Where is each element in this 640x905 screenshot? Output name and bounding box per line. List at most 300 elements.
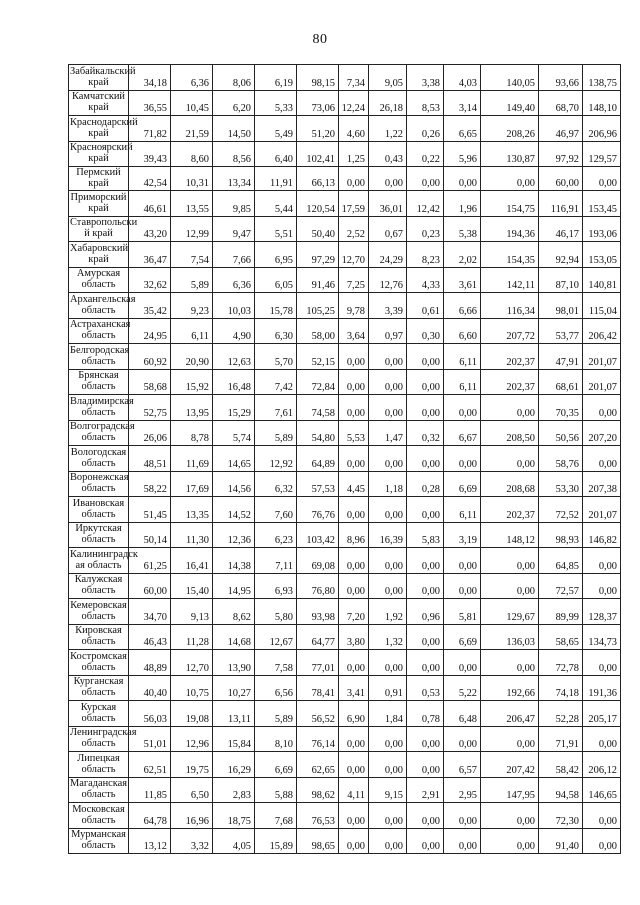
value-cell: 15,78 bbox=[255, 293, 297, 319]
value-cell: 66,13 bbox=[297, 167, 339, 191]
value-cell: 207,20 bbox=[583, 420, 621, 446]
region-name-cell: Астраханская область bbox=[69, 318, 129, 344]
value-cell: 50,14 bbox=[129, 522, 171, 548]
value-cell: 68,61 bbox=[539, 369, 583, 395]
value-cell: 3,80 bbox=[339, 624, 369, 650]
value-cell: 13,35 bbox=[171, 497, 213, 523]
value-cell: 0,00 bbox=[444, 573, 481, 599]
region-name-cell: Пермский край bbox=[69, 167, 129, 191]
value-cell: 19,75 bbox=[171, 752, 213, 778]
table-row bbox=[69, 624, 621, 650]
value-cell: 57,53 bbox=[297, 471, 339, 497]
value-cell: 0,00 bbox=[481, 828, 539, 854]
table-row bbox=[69, 701, 621, 727]
value-cell: 51,20 bbox=[297, 116, 339, 142]
value-cell: 93,66 bbox=[539, 65, 583, 91]
value-cell: 201,07 bbox=[583, 344, 621, 370]
value-cell: 3,38 bbox=[407, 65, 444, 91]
value-cell: 0,00 bbox=[444, 395, 481, 421]
value-cell: 64,89 bbox=[297, 446, 339, 472]
value-cell: 0,00 bbox=[481, 803, 539, 829]
value-cell: 94,58 bbox=[539, 777, 583, 803]
value-cell: 14,50 bbox=[213, 116, 255, 142]
value-cell: 9,13 bbox=[171, 599, 213, 625]
value-cell: 10,75 bbox=[171, 675, 213, 701]
value-cell: 78,41 bbox=[297, 675, 339, 701]
value-cell: 3,64 bbox=[339, 318, 369, 344]
value-cell: 8,23 bbox=[407, 242, 444, 268]
region-name-cell: Иркутская область bbox=[69, 522, 129, 548]
value-cell: 116,91 bbox=[539, 191, 583, 217]
value-cell: 7,20 bbox=[339, 599, 369, 625]
value-cell: 7,54 bbox=[171, 242, 213, 268]
value-cell: 7,66 bbox=[213, 242, 255, 268]
value-cell: 6,11 bbox=[444, 497, 481, 523]
value-cell: 0,00 bbox=[407, 726, 444, 752]
value-cell: 0,00 bbox=[583, 650, 621, 676]
value-cell: 0,00 bbox=[369, 573, 407, 599]
value-cell: 0,00 bbox=[444, 650, 481, 676]
value-cell: 0,00 bbox=[481, 726, 539, 752]
table-row bbox=[69, 65, 621, 91]
value-cell: 36,55 bbox=[129, 90, 171, 116]
value-cell: 70,35 bbox=[539, 395, 583, 421]
value-cell: 8,78 bbox=[171, 420, 213, 446]
value-cell: 9,85 bbox=[213, 191, 255, 217]
value-cell: 97,92 bbox=[539, 141, 583, 167]
value-cell: 3,39 bbox=[369, 293, 407, 319]
value-cell: 0,00 bbox=[339, 497, 369, 523]
value-cell: 89,99 bbox=[539, 599, 583, 625]
region-name-cell: Владимирская область bbox=[69, 395, 129, 421]
value-cell: 0,00 bbox=[481, 446, 539, 472]
region-name-cell: Белгородская область bbox=[69, 344, 129, 370]
value-cell: 6,20 bbox=[213, 90, 255, 116]
value-cell: 11,28 bbox=[171, 624, 213, 650]
value-cell: 42,54 bbox=[129, 167, 171, 191]
region-name-cell: Приморский край bbox=[69, 191, 129, 217]
value-cell: 0,00 bbox=[369, 497, 407, 523]
table-row bbox=[69, 420, 621, 446]
region-name-cell: Калужская область bbox=[69, 573, 129, 599]
region-name-cell: Архангельская область bbox=[69, 293, 129, 319]
value-cell: 15,92 bbox=[171, 369, 213, 395]
region-name-cell: Кировская область bbox=[69, 624, 129, 650]
value-cell: 11,69 bbox=[171, 446, 213, 472]
value-cell: 0,00 bbox=[583, 803, 621, 829]
value-cell: 6,40 bbox=[255, 141, 297, 167]
value-cell: 140,81 bbox=[583, 267, 621, 293]
value-cell: 6,67 bbox=[444, 420, 481, 446]
value-cell: 148,10 bbox=[583, 90, 621, 116]
value-cell: 0,00 bbox=[407, 344, 444, 370]
value-cell: 0,00 bbox=[339, 828, 369, 854]
value-cell: 8,06 bbox=[213, 65, 255, 91]
value-cell: 0,23 bbox=[407, 216, 444, 242]
table-row bbox=[69, 395, 621, 421]
value-cell: 154,35 bbox=[481, 242, 539, 268]
value-cell: 202,37 bbox=[481, 497, 539, 523]
value-cell: 48,51 bbox=[129, 446, 171, 472]
table-row bbox=[69, 497, 621, 523]
value-cell: 115,04 bbox=[583, 293, 621, 319]
region-name-cell: Воронежская область bbox=[69, 471, 129, 497]
value-cell: 18,75 bbox=[213, 803, 255, 829]
value-cell: 24,29 bbox=[369, 242, 407, 268]
value-cell: 0,00 bbox=[369, 650, 407, 676]
value-cell: 17,59 bbox=[339, 191, 369, 217]
value-cell: 0,00 bbox=[407, 167, 444, 191]
region-name-cell: Камчатский край bbox=[69, 90, 129, 116]
value-cell: 0,32 bbox=[407, 420, 444, 446]
value-cell: 20,90 bbox=[171, 344, 213, 370]
value-cell: 6,66 bbox=[444, 293, 481, 319]
value-cell: 0,26 bbox=[407, 116, 444, 142]
region-name-cell: Волгоградская область bbox=[69, 420, 129, 446]
value-cell: 71,82 bbox=[129, 116, 171, 142]
value-cell: 98,15 bbox=[297, 65, 339, 91]
value-cell: 206,96 bbox=[583, 116, 621, 142]
value-cell: 205,17 bbox=[583, 701, 621, 727]
value-cell: 4,90 bbox=[213, 318, 255, 344]
region-name-cell: Красноярский край bbox=[69, 141, 129, 167]
value-cell: 9,78 bbox=[339, 293, 369, 319]
value-cell: 146,65 bbox=[583, 777, 621, 803]
value-cell: 12,42 bbox=[407, 191, 444, 217]
value-cell: 51,45 bbox=[129, 497, 171, 523]
value-cell: 97,29 bbox=[297, 242, 339, 268]
value-cell: 0,00 bbox=[407, 446, 444, 472]
value-cell: 6,60 bbox=[444, 318, 481, 344]
value-cell: 15,29 bbox=[213, 395, 255, 421]
value-cell: 191,36 bbox=[583, 675, 621, 701]
value-cell: 0,00 bbox=[583, 726, 621, 752]
value-cell: 0,00 bbox=[369, 446, 407, 472]
value-cell: 5,49 bbox=[255, 116, 297, 142]
value-cell: 13,12 bbox=[129, 828, 171, 854]
region-name-cell: Курская область bbox=[69, 701, 129, 727]
value-cell: 3,61 bbox=[444, 267, 481, 293]
value-cell: 0,00 bbox=[369, 803, 407, 829]
value-cell: 8,10 bbox=[255, 726, 297, 752]
value-cell: 6,69 bbox=[444, 624, 481, 650]
value-cell: 154,75 bbox=[481, 191, 539, 217]
value-cell: 1,84 bbox=[369, 701, 407, 727]
value-cell: 206,47 bbox=[481, 701, 539, 727]
table-row bbox=[69, 167, 621, 191]
value-cell: 0,00 bbox=[407, 624, 444, 650]
value-cell: 6,05 bbox=[255, 267, 297, 293]
region-name-cell: Амурская область bbox=[69, 267, 129, 293]
value-cell: 7,25 bbox=[339, 267, 369, 293]
table-row bbox=[69, 573, 621, 599]
value-cell: 13,34 bbox=[213, 167, 255, 191]
table-row bbox=[69, 650, 621, 676]
value-cell: 0,00 bbox=[481, 650, 539, 676]
value-cell: 3,14 bbox=[444, 90, 481, 116]
value-cell: 193,06 bbox=[583, 216, 621, 242]
table-row bbox=[69, 141, 621, 167]
value-cell: 91,46 bbox=[297, 267, 339, 293]
table-row bbox=[69, 522, 621, 548]
table-row bbox=[69, 471, 621, 497]
value-cell: 16,41 bbox=[171, 548, 213, 574]
region-name-cell: Хабаровский край bbox=[69, 242, 129, 268]
value-cell: 201,07 bbox=[583, 369, 621, 395]
value-cell: 98,01 bbox=[539, 293, 583, 319]
value-cell: 14,65 bbox=[213, 446, 255, 472]
value-cell: 72,52 bbox=[539, 497, 583, 523]
table-row bbox=[69, 293, 621, 319]
value-cell: 13,55 bbox=[171, 191, 213, 217]
table-row bbox=[69, 344, 621, 370]
value-cell: 7,58 bbox=[255, 650, 297, 676]
value-cell: 48,89 bbox=[129, 650, 171, 676]
value-cell: 7,68 bbox=[255, 803, 297, 829]
value-cell: 0,00 bbox=[339, 446, 369, 472]
value-cell: 53,77 bbox=[539, 318, 583, 344]
value-cell: 3,32 bbox=[171, 828, 213, 854]
value-cell: 58,22 bbox=[129, 471, 171, 497]
value-cell: 60,00 bbox=[129, 573, 171, 599]
value-cell: 1,32 bbox=[369, 624, 407, 650]
value-cell: 24,95 bbox=[129, 318, 171, 344]
value-cell: 72,30 bbox=[539, 803, 583, 829]
value-cell: 10,45 bbox=[171, 90, 213, 116]
value-cell: 5,70 bbox=[255, 344, 297, 370]
value-cell: 0,53 bbox=[407, 675, 444, 701]
value-cell: 9,05 bbox=[369, 65, 407, 91]
value-cell: 74,18 bbox=[539, 675, 583, 701]
value-cell: 201,07 bbox=[583, 497, 621, 523]
value-cell: 12,70 bbox=[171, 650, 213, 676]
value-cell: 56,03 bbox=[129, 701, 171, 727]
region-name-cell: Вологодская область bbox=[69, 446, 129, 472]
value-cell: 58,65 bbox=[539, 624, 583, 650]
table-row bbox=[69, 318, 621, 344]
value-cell: 207,42 bbox=[481, 752, 539, 778]
value-cell: 6,32 bbox=[255, 471, 297, 497]
value-cell: 2,83 bbox=[213, 777, 255, 803]
value-cell: 6,36 bbox=[213, 267, 255, 293]
value-cell: 5,89 bbox=[171, 267, 213, 293]
value-cell: 10,03 bbox=[213, 293, 255, 319]
value-cell: 5,53 bbox=[339, 420, 369, 446]
value-cell: 12,24 bbox=[339, 90, 369, 116]
value-cell: 0,00 bbox=[369, 548, 407, 574]
value-cell: 130,87 bbox=[481, 141, 539, 167]
value-cell: 58,68 bbox=[129, 369, 171, 395]
value-cell: 77,01 bbox=[297, 650, 339, 676]
value-cell: 0,00 bbox=[339, 167, 369, 191]
region-name-cell: Краснодарский край bbox=[69, 116, 129, 142]
value-cell: 76,76 bbox=[297, 497, 339, 523]
value-cell: 0,00 bbox=[481, 395, 539, 421]
value-cell: 5,81 bbox=[444, 599, 481, 625]
value-cell: 12,36 bbox=[213, 522, 255, 548]
value-cell: 16,39 bbox=[369, 522, 407, 548]
value-cell: 5,38 bbox=[444, 216, 481, 242]
table-row bbox=[69, 446, 621, 472]
value-cell: 207,38 bbox=[583, 471, 621, 497]
region-name-cell: Ставропольски й край bbox=[69, 216, 129, 242]
region-name-cell: Курганская область bbox=[69, 675, 129, 701]
table-row bbox=[69, 116, 621, 142]
value-cell: 58,42 bbox=[539, 752, 583, 778]
value-cell: 72,78 bbox=[539, 650, 583, 676]
value-cell: 3,19 bbox=[444, 522, 481, 548]
value-cell: 15,84 bbox=[213, 726, 255, 752]
value-cell: 0,00 bbox=[444, 446, 481, 472]
value-cell: 0,00 bbox=[444, 803, 481, 829]
value-cell: 148,12 bbox=[481, 522, 539, 548]
table-row bbox=[69, 216, 621, 242]
value-cell: 64,78 bbox=[129, 803, 171, 829]
value-cell: 0,00 bbox=[339, 752, 369, 778]
value-cell: 8,96 bbox=[339, 522, 369, 548]
value-cell: 36,01 bbox=[369, 191, 407, 217]
value-cell: 60,00 bbox=[539, 167, 583, 191]
value-cell: 0,67 bbox=[369, 216, 407, 242]
value-cell: 146,82 bbox=[583, 522, 621, 548]
table-row bbox=[69, 267, 621, 293]
table-row bbox=[69, 191, 621, 217]
value-cell: 12,63 bbox=[213, 344, 255, 370]
value-cell: 9,15 bbox=[369, 777, 407, 803]
region-name-cell: Ленинградская область bbox=[69, 726, 129, 752]
value-cell: 0,00 bbox=[339, 726, 369, 752]
value-cell: 58,00 bbox=[297, 318, 339, 344]
value-cell: 202,37 bbox=[481, 369, 539, 395]
value-cell: 17,69 bbox=[171, 471, 213, 497]
value-cell: 13,11 bbox=[213, 701, 255, 727]
value-cell: 0,00 bbox=[407, 752, 444, 778]
value-cell: 47,91 bbox=[539, 344, 583, 370]
value-cell: 5,33 bbox=[255, 90, 297, 116]
value-cell: 0,00 bbox=[481, 548, 539, 574]
value-cell: 46,97 bbox=[539, 116, 583, 142]
value-cell: 6,56 bbox=[255, 675, 297, 701]
value-cell: 50,40 bbox=[297, 216, 339, 242]
value-cell: 4,11 bbox=[339, 777, 369, 803]
value-cell: 15,40 bbox=[171, 573, 213, 599]
value-cell: 52,75 bbox=[129, 395, 171, 421]
value-cell: 0,00 bbox=[407, 548, 444, 574]
value-cell: 11,30 bbox=[171, 522, 213, 548]
value-cell: 0,00 bbox=[369, 395, 407, 421]
value-cell: 147,95 bbox=[481, 777, 539, 803]
table-row bbox=[69, 90, 621, 116]
value-cell: 46,17 bbox=[539, 216, 583, 242]
value-cell: 4,05 bbox=[213, 828, 255, 854]
value-cell: 12,76 bbox=[369, 267, 407, 293]
value-cell: 140,05 bbox=[481, 65, 539, 91]
value-cell: 0,30 bbox=[407, 318, 444, 344]
value-cell: 6,36 bbox=[171, 65, 213, 91]
value-cell: 6,48 bbox=[444, 701, 481, 727]
value-cell: 0,00 bbox=[339, 369, 369, 395]
value-cell: 6,11 bbox=[444, 344, 481, 370]
value-cell: 14,95 bbox=[213, 573, 255, 599]
value-cell: 5,51 bbox=[255, 216, 297, 242]
value-cell: 1,96 bbox=[444, 191, 481, 217]
value-cell: 16,48 bbox=[213, 369, 255, 395]
value-cell: 7,61 bbox=[255, 395, 297, 421]
value-cell: 62,65 bbox=[297, 752, 339, 778]
value-cell: 0,00 bbox=[369, 752, 407, 778]
value-cell: 0,00 bbox=[583, 548, 621, 574]
value-cell: 0,00 bbox=[369, 726, 407, 752]
value-cell: 35,42 bbox=[129, 293, 171, 319]
value-cell: 72,84 bbox=[297, 369, 339, 395]
value-cell: 153,05 bbox=[583, 242, 621, 268]
value-cell: 76,80 bbox=[297, 573, 339, 599]
value-cell: 64,85 bbox=[539, 548, 583, 574]
value-cell: 3,41 bbox=[339, 675, 369, 701]
region-name-cell: Забайкальский край bbox=[69, 65, 129, 91]
value-cell: 13,95 bbox=[171, 395, 213, 421]
table-row bbox=[69, 369, 621, 395]
value-cell: 5,22 bbox=[444, 675, 481, 701]
value-cell: 0,00 bbox=[444, 548, 481, 574]
value-cell: 0,00 bbox=[369, 369, 407, 395]
value-cell: 120,54 bbox=[297, 191, 339, 217]
value-cell: 11,91 bbox=[255, 167, 297, 191]
value-cell: 9,47 bbox=[213, 216, 255, 242]
value-cell: 206,42 bbox=[583, 318, 621, 344]
value-cell: 5,80 bbox=[255, 599, 297, 625]
value-cell: 12,70 bbox=[339, 242, 369, 268]
value-cell: 0,91 bbox=[369, 675, 407, 701]
value-cell: 14,68 bbox=[213, 624, 255, 650]
value-cell: 11,85 bbox=[129, 777, 171, 803]
value-cell: 92,94 bbox=[539, 242, 583, 268]
value-cell: 6,50 bbox=[171, 777, 213, 803]
value-cell: 68,70 bbox=[539, 90, 583, 116]
value-cell: 58,76 bbox=[539, 446, 583, 472]
value-cell: 7,42 bbox=[255, 369, 297, 395]
value-cell: 0,00 bbox=[339, 344, 369, 370]
value-cell: 0,00 bbox=[339, 650, 369, 676]
value-cell: 202,37 bbox=[481, 344, 539, 370]
value-cell: 105,25 bbox=[297, 293, 339, 319]
value-cell: 0,43 bbox=[369, 141, 407, 167]
value-cell: 8,60 bbox=[171, 141, 213, 167]
value-cell: 6,93 bbox=[255, 573, 297, 599]
region-name-cell: Ивановская область bbox=[69, 497, 129, 523]
value-cell: 0,00 bbox=[407, 497, 444, 523]
value-cell: 102,41 bbox=[297, 141, 339, 167]
value-cell: 91,40 bbox=[539, 828, 583, 854]
value-cell: 7,11 bbox=[255, 548, 297, 574]
value-cell: 69,08 bbox=[297, 548, 339, 574]
value-cell: 53,30 bbox=[539, 471, 583, 497]
value-cell: 0,00 bbox=[407, 650, 444, 676]
region-name-cell: Калининградск ая область bbox=[69, 548, 129, 574]
table-row bbox=[69, 242, 621, 268]
value-cell: 93,98 bbox=[297, 599, 339, 625]
value-cell: 0,00 bbox=[407, 369, 444, 395]
value-cell: 7,60 bbox=[255, 497, 297, 523]
value-cell: 0,00 bbox=[444, 167, 481, 191]
value-cell: 6,23 bbox=[255, 522, 297, 548]
value-cell: 5,74 bbox=[213, 420, 255, 446]
value-cell: 5,89 bbox=[255, 420, 297, 446]
value-cell: 0,00 bbox=[339, 573, 369, 599]
value-cell: 0,61 bbox=[407, 293, 444, 319]
value-cell: 14,56 bbox=[213, 471, 255, 497]
value-cell: 46,61 bbox=[129, 191, 171, 217]
